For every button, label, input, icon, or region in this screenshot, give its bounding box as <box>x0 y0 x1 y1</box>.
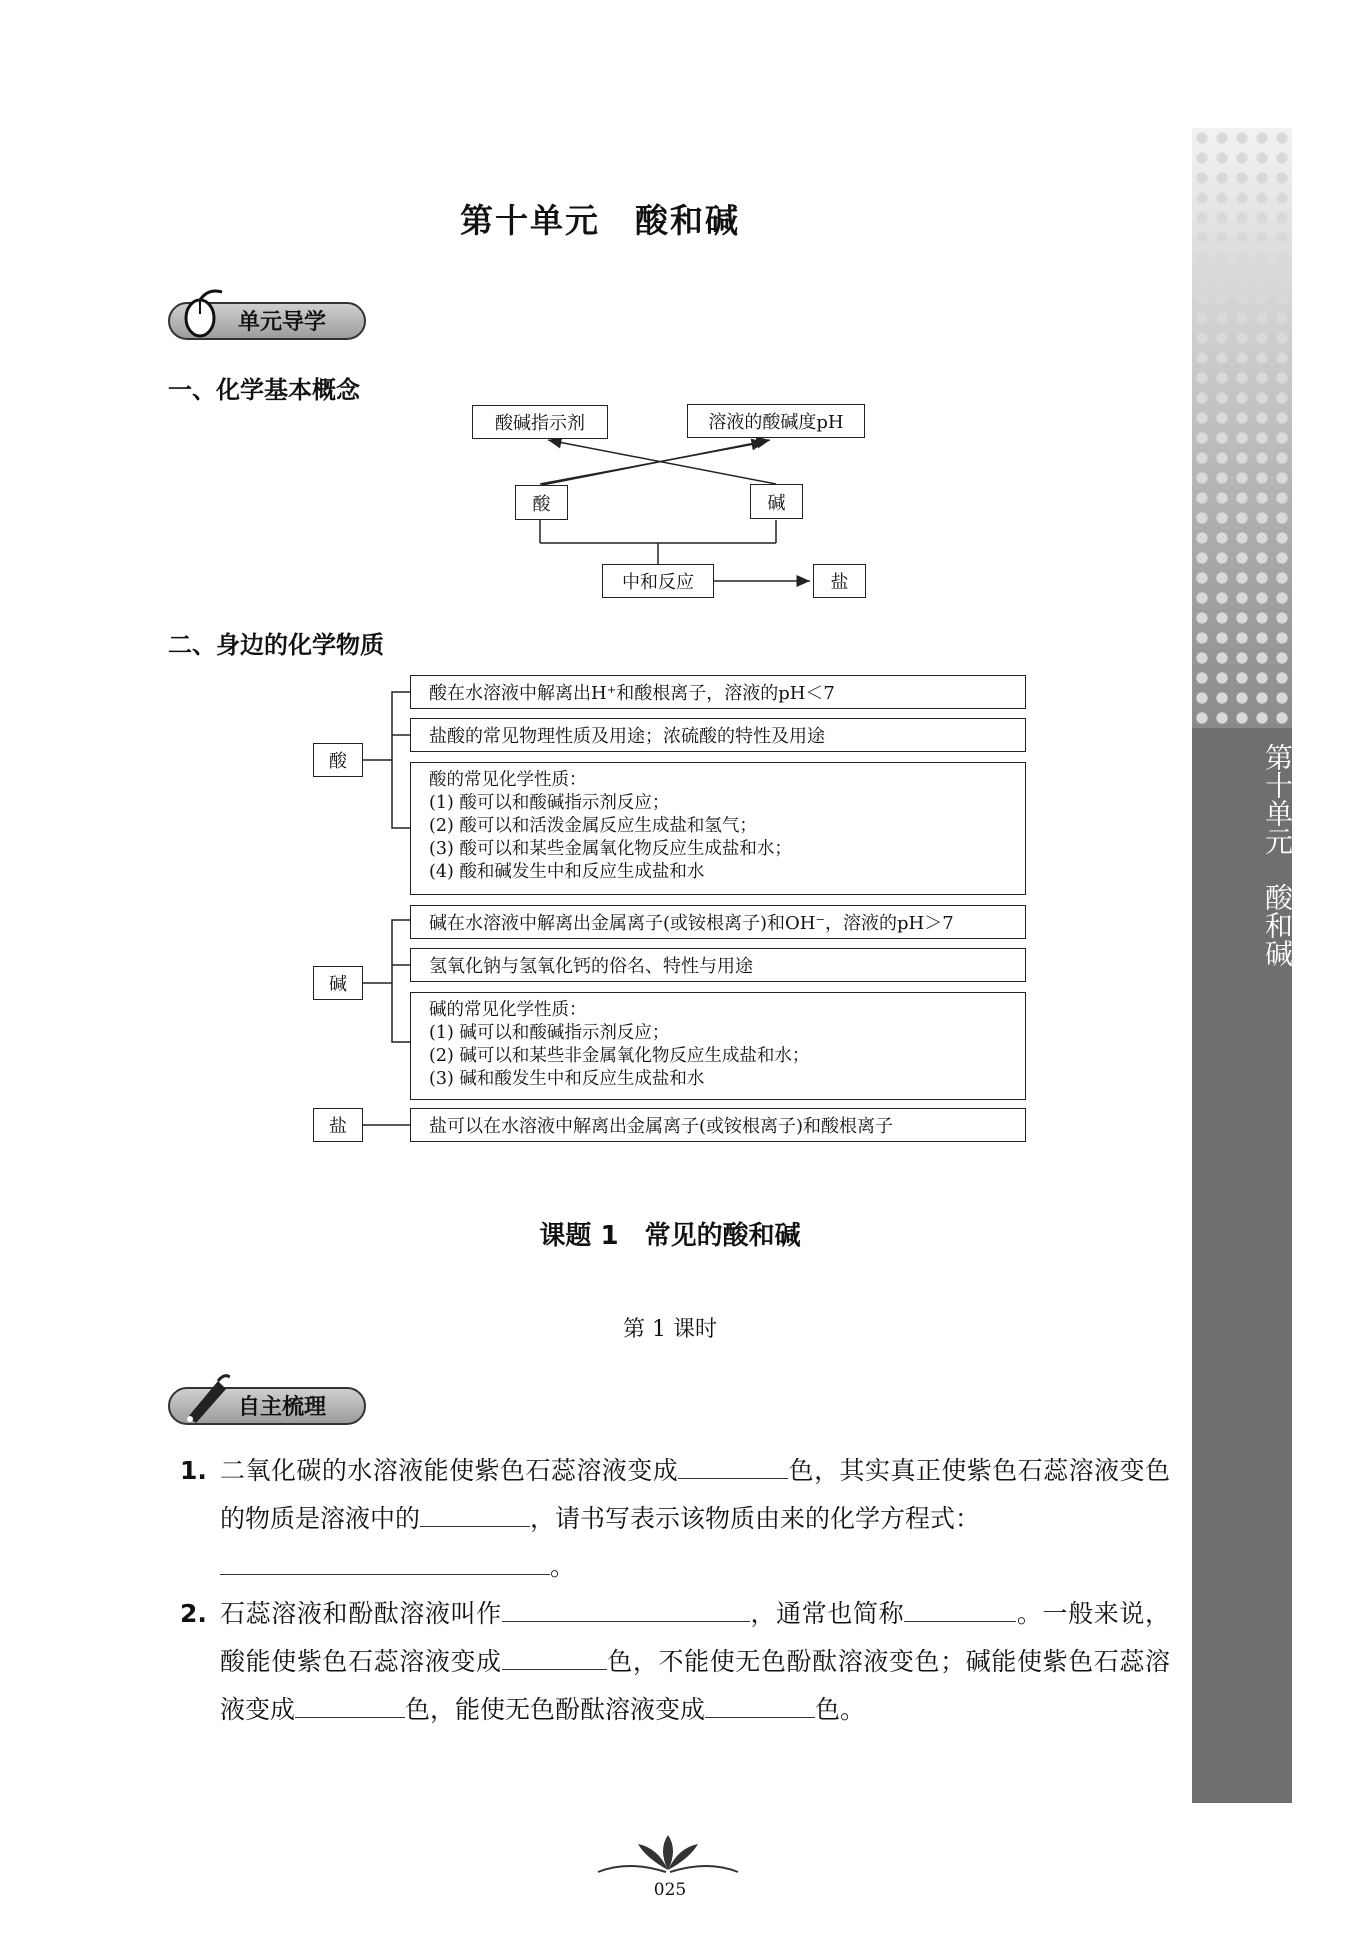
acid-chem-line: (3) 酸可以和某些金属氧化物反应生成盐和水； <box>429 839 792 859</box>
answer-blank[interactable] <box>678 1452 788 1479</box>
node-salt: 盐 <box>813 564 866 598</box>
page-number: 025 <box>653 1880 687 1900</box>
q1-text-4: 。 <box>550 1552 576 1581</box>
topic-title: 课题 1 常见的酸和碱 <box>539 1221 801 1251</box>
q2-text-1: 石蕊溶液和酚酞溶液叫作 <box>220 1599 502 1628</box>
section-badge-label: 自主梳理 <box>238 1395 327 1420</box>
question-number: 1. <box>180 1456 207 1485</box>
label-salt: 盐 <box>313 1108 363 1142</box>
sidebar-pattern <box>1192 128 1292 728</box>
question-1 <box>180 1447 1170 1591</box>
question-number: 2. <box>180 1599 207 1628</box>
base-chem-line: (3) 碱和酸发生中和反应生成盐和水 <box>429 1069 705 1089</box>
acid-chem-line: (1) 酸可以和酸碱指示剂反应； <box>429 793 670 813</box>
acid-property-1: 酸在水溶液中解离出H⁺和酸根离子，溶液的pH＜7 <box>410 675 1026 709</box>
lesson-number: 第 1 课时 <box>623 1317 717 1342</box>
heading-basic-concepts: 一、化学基本概念 <box>168 376 360 404</box>
node-ph: 溶液的酸碱度pH <box>687 404 865 438</box>
acid-chem-line: (4) 酸和碱发生中和反应生成盐和水 <box>429 862 705 882</box>
pen-icon <box>178 1371 230 1425</box>
chapter-sidebar <box>1192 128 1292 1803</box>
base-chem-line: (1) 碱可以和酸碱指示剂反应； <box>429 1023 670 1043</box>
answer-blank[interactable] <box>705 1691 815 1718</box>
acid-chem-line: 酸的常见化学性质： <box>429 770 587 790</box>
node-acid: 酸 <box>515 485 568 520</box>
answer-blank[interactable] <box>220 1548 550 1575</box>
heading-substances: 二、身边的化学物质 <box>168 631 384 659</box>
q1-text-1: 二氧化碳的水溶液能使紫色石蕊溶液变成 <box>220 1456 679 1485</box>
q2-text-3: 。一般来说，酸能使紫色石蕊溶液变成 <box>220 1599 1170 1676</box>
unit-title: 第十单元 酸和碱 <box>460 201 740 240</box>
question-2 <box>180 1590 1170 1734</box>
node-neutralization: 中和反应 <box>602 564 714 598</box>
acid-chemical-properties <box>410 762 1026 895</box>
q2-text-6: 色。 <box>815 1695 866 1724</box>
ornament-icon <box>588 1830 748 1880</box>
q2-text-5: 色，能使无色酚酞溶液变成 <box>405 1695 706 1724</box>
acid-chem-line: (2) 酸可以和活泼金属反应生成盐和氢气； <box>429 816 757 836</box>
base-property-1: 碱在水溶液中解离出金属离子(或铵根离子)和OH⁻，溶液的pH＞7 <box>410 905 1026 939</box>
salt-property-1: 盐可以在水溶液中解离出金属离子(或铵根离子)和酸根离子 <box>410 1108 1026 1142</box>
q2-text-4: 色，不能使无色酚酞溶液变色；碱能使紫色石蕊溶液变成 <box>220 1647 1170 1724</box>
acid-property-2: 盐酸的常见物理性质及用途；浓硫酸的特性及用途 <box>410 718 1026 752</box>
base-chem-line: (2) 碱可以和某些非金属氧化物反应生成盐和水； <box>429 1046 810 1066</box>
answer-blank[interactable] <box>502 1643 607 1670</box>
label-acid: 酸 <box>313 743 363 777</box>
q1-text-3: ，请书写表示该物质由来的化学方程式： <box>530 1504 981 1533</box>
answer-blank[interactable] <box>295 1691 405 1718</box>
q1-text-2: 色，其实真正使紫色石蕊溶液变色的物质是溶液中的 <box>220 1456 1170 1533</box>
node-base: 碱 <box>750 484 803 519</box>
sidebar-chapter-label: 第十单元 酸和碱 <box>1261 743 1294 967</box>
q2-text-2: ，通常也简称 <box>749 1599 905 1628</box>
node-indicator: 酸碱指示剂 <box>472 405 608 439</box>
answer-blank[interactable] <box>502 1595 750 1622</box>
base-chemical-properties <box>410 992 1026 1100</box>
answer-blank[interactable] <box>420 1500 530 1527</box>
answer-blank[interactable] <box>904 1595 1016 1622</box>
section-badge-self <box>168 1387 366 1425</box>
base-chem-line: 碱的常见化学性质： <box>429 1000 587 1020</box>
section-badge-label: 单元导学 <box>238 310 327 335</box>
base-property-2: 氢氧化钠与氢氧化钙的俗名、特性与用途 <box>410 948 1026 982</box>
label-base: 碱 <box>313 966 363 1000</box>
